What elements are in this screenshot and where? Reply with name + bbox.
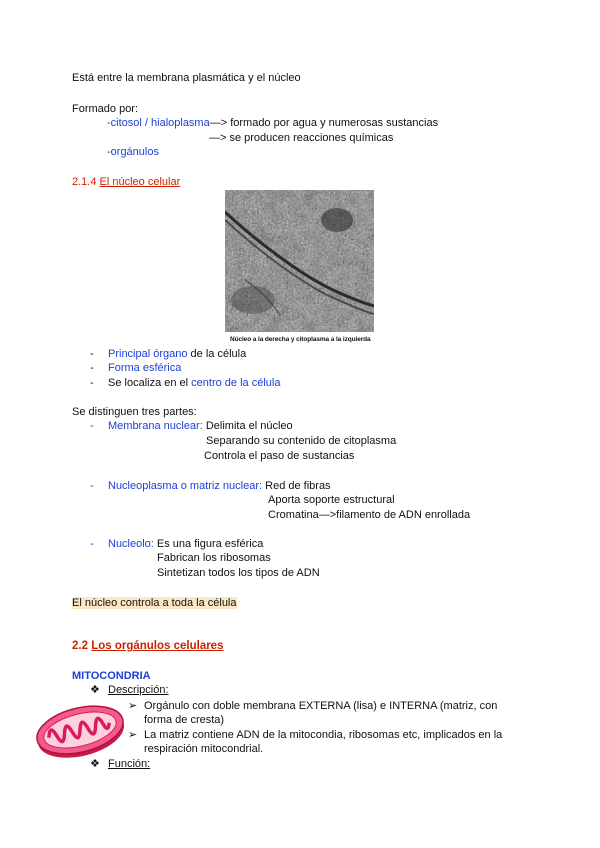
organulos-term: -orgánulos bbox=[107, 146, 159, 158]
descripcion-label-text: Descripción: bbox=[108, 684, 169, 696]
membrana-line bbox=[108, 419, 293, 433]
diamond-bullet: ❖ bbox=[90, 758, 100, 770]
citosol-desc-2: —> se producen reacciones químicas bbox=[209, 132, 394, 144]
intro-text: Está entre la membrana plasmática y el núcleo bbox=[72, 72, 301, 84]
prop-1-rest: de la célula bbox=[187, 348, 247, 360]
mito-bullet-1: Orgánulo con doble membrana EXTERNA (lisa) e INTERNA (matriz, con forma de cresta) bbox=[144, 700, 498, 726]
prop-1 bbox=[90, 347, 94, 361]
highlight-text: El núcleo controla a toda la célula bbox=[72, 597, 237, 609]
membrana-desc-1: Delimita el núcleo bbox=[202, 420, 293, 432]
section-number: 2.2 bbox=[72, 640, 92, 652]
section-number: 2.1.4 bbox=[72, 176, 100, 188]
dash-marker: - bbox=[90, 538, 94, 550]
section-heading-22 bbox=[72, 639, 223, 653]
prop-2-term: Forma esférica bbox=[108, 362, 182, 374]
descripcion-label bbox=[108, 683, 169, 697]
nucleoplasma-desc-1: Red de fibras bbox=[262, 480, 331, 492]
section-title: El núcleo celular bbox=[99, 176, 181, 188]
nucleoplasma-desc-2: Aporta soporte estructural bbox=[268, 494, 395, 506]
funcion-label-text: Función: bbox=[108, 758, 151, 770]
dash-marker: - bbox=[90, 480, 94, 492]
membrana-term: Membrana nuclear: bbox=[108, 420, 203, 432]
mito-bullet-2: La matriz contiene ADN de la mitocondia, ribosomas etc, implicados en la respiración mitocondrial. bbox=[144, 729, 503, 755]
prop-1-text bbox=[108, 347, 246, 361]
section-title: Los orgánulos celulares bbox=[91, 640, 224, 652]
nucleolo-desc-3: Sintetizan todos los tipos de ADN bbox=[157, 567, 320, 579]
mitochondrion-illustration bbox=[30, 696, 130, 764]
dash-marker: - bbox=[90, 362, 94, 374]
citosol-term: -citosol / hialoplasma bbox=[107, 117, 210, 129]
nucleolo-term: Nucleolo: bbox=[108, 538, 154, 550]
membrana-desc-2: Separando su contenido de citoplasma bbox=[206, 435, 397, 447]
mitocondria-title: MITOCONDRIA bbox=[72, 670, 151, 682]
nucleoplasma-desc-3: Cromatina—>filamento de ADN enrollada bbox=[268, 509, 471, 521]
dash-marker: - bbox=[90, 420, 94, 432]
section-heading-214 bbox=[72, 175, 180, 189]
arrow-bullet: ➢ bbox=[128, 700, 138, 712]
nucleoplasma-line bbox=[108, 479, 331, 493]
nucleolo-desc-2: Fabrican los ribosomas bbox=[157, 552, 271, 564]
highlight-line bbox=[72, 596, 237, 610]
nucleolo-desc-1: Es una figura esférica bbox=[153, 538, 264, 550]
nucleus-micrograph bbox=[225, 190, 374, 332]
micrograph-image bbox=[225, 190, 374, 332]
funcion-label bbox=[108, 757, 150, 771]
dash-marker: - bbox=[90, 377, 94, 389]
parts-intro: Se distinguen tres partes: bbox=[72, 406, 197, 418]
citosol-line bbox=[107, 116, 438, 130]
diamond-bullet: ❖ bbox=[90, 684, 100, 696]
prop-3-pre: Se localiza en el bbox=[108, 377, 192, 389]
formado-por-label: Formado por: bbox=[72, 103, 139, 115]
nucleolo-line bbox=[108, 537, 263, 551]
prop-3-text bbox=[108, 376, 280, 390]
mitochondrion-icon bbox=[30, 696, 130, 764]
prop-1-term: Principal órgano bbox=[108, 348, 188, 360]
dash-marker: - bbox=[90, 348, 94, 360]
membrana-desc-3: Controla el paso de sustancias bbox=[204, 450, 355, 462]
figure-caption: Núcleo a la derecha y citoplasma a la izquierda bbox=[230, 336, 371, 343]
nucleoplasma-term: Nucleoplasma o matriz nuclear: bbox=[108, 480, 263, 492]
prop-3-term: centro de la célula bbox=[191, 377, 281, 389]
citosol-desc-1: —> formado por agua y numerosas sustancias bbox=[209, 117, 439, 129]
arrow-bullet: ➢ bbox=[128, 729, 138, 741]
